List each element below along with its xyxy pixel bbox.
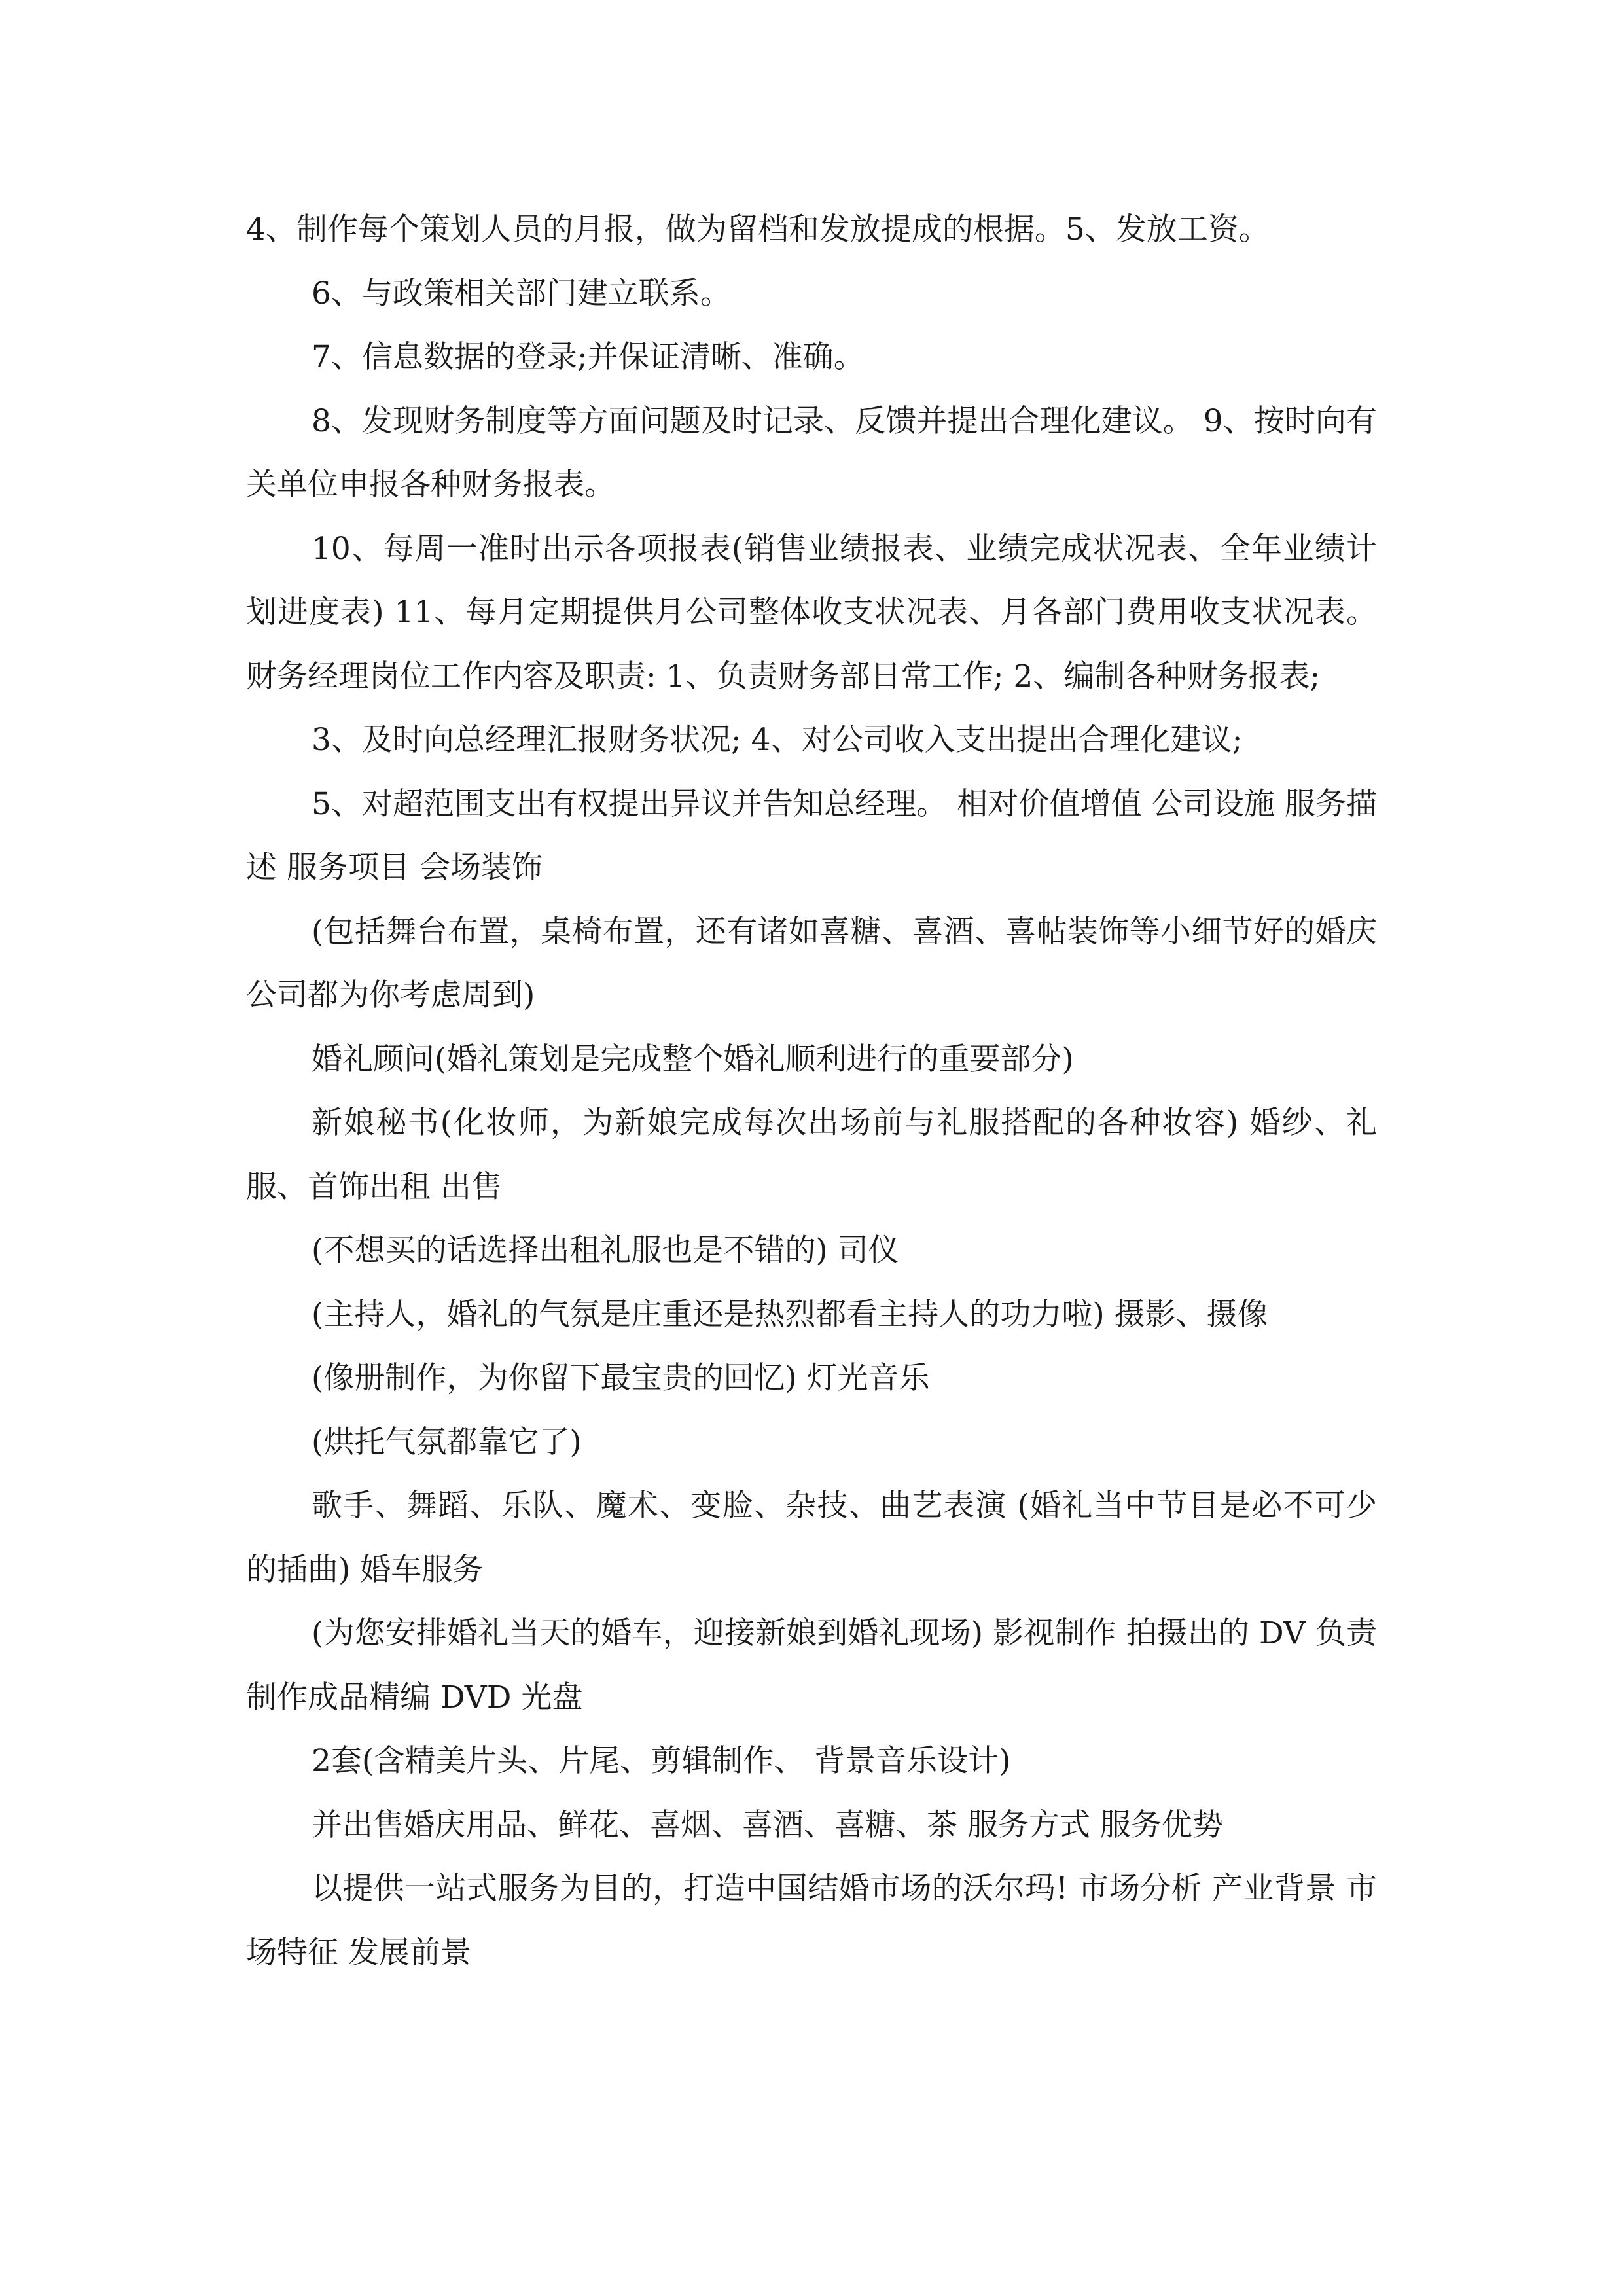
document-page: [246, 198, 1377, 1984]
paragraph-venue-decoration: (包括舞台布置，桌椅布置，还有诸如喜糖、喜酒、喜帖装饰等小细节好的婚庆 公司都为你考虑周到): [246, 913, 1377, 1013]
paragraph-data-entry: 7、信息数据的登录;并保证清晰、准确。: [312, 339, 865, 375]
paragraph-one-stop: 以提供一站式服务为目的，打造中国结婚市场的沃尔玛! 市场分析 产业背景 市场特征 发展前景: [246, 1871, 1377, 1971]
paragraph-atmosphere: (烘托气氛都靠它了): [312, 1424, 582, 1460]
paragraph-bridal-secretary: 新娘秘书(化妆师，为新娘完成每次出场前与礼服搭配的各种妆容) 婚纱、礼服、首饰出租 出售: [246, 1105, 1377, 1205]
paragraph-performances: 歌手、舞蹈、乐队、魔术、变脸、杂技、曲艺表演 (婚礼当中节目是必不可少的插曲) 婚车服务: [246, 1488, 1377, 1588]
paragraph-weekly-reports: 10、每周一准时出示各项报表(销售业绩报表、业绩完成状况表、全年业绩计划进度表) 11、每月定期提供月公司整体收支状况表、月各部门费用收支状况表。 财务经理岗位工作内容及职责: 1、负责财务部日常工作; 2、编制各种财务报表;: [246, 530, 1377, 694]
paragraph-host: (主持人，婚礼的气氛是庄重还是热烈都看主持人的功力啦) 摄影、摄像: [312, 1296, 1268, 1333]
paragraph-salary: 4、制作每个策划人员的月报，做为留档和发放提成的根据。5、发放工资。: [246, 211, 1270, 247]
paragraph-overspend: 5、对超范围支出有权提出异议并告知总经理。 相对价值增值 公司设施 服务描述 服务项目 会场装饰: [246, 785, 1377, 886]
paragraph-dvd-sets: 2套(含精美片头、片尾、剪辑制作、 背景音乐设计): [312, 1743, 1011, 1779]
paragraph-supplies: 并出售婚庆用品、鲜花、喜烟、喜酒、喜糖、茶 服务方式 服务优势: [312, 1806, 1223, 1843]
paragraph-wedding-consultant: 婚礼顾问(婚礼策划是完成整个婚礼顺利进行的重要部分): [312, 1041, 1074, 1077]
paragraph-policy-contact: 6、与政策相关部门建立联系。: [312, 275, 731, 312]
paragraph-dress-rental: (不想买的话选择出租礼服也是不错的) 司仪: [312, 1232, 899, 1268]
paragraph-wedding-car: (为您安排婚礼当天的婚车，迎接新娘到婚礼现场) 影视制作 拍摄出的 DV 负责制作成品精编 DVD 光盘: [246, 1615, 1377, 1715]
paragraph-finance-issues: 8、发现财务制度等方面问题及时记录、反馈并提出合理化建议。 9、按时向有关单位申报各种财务报表。: [246, 403, 1377, 503]
paragraph-album: (像册制作，为你留下最宝贵的回忆) 灯光音乐: [312, 1360, 930, 1396]
paragraph-report-to-gm: 3、及时向总经理汇报财务状况; 4、对公司收入支出提出合理化建议;: [312, 722, 1243, 758]
